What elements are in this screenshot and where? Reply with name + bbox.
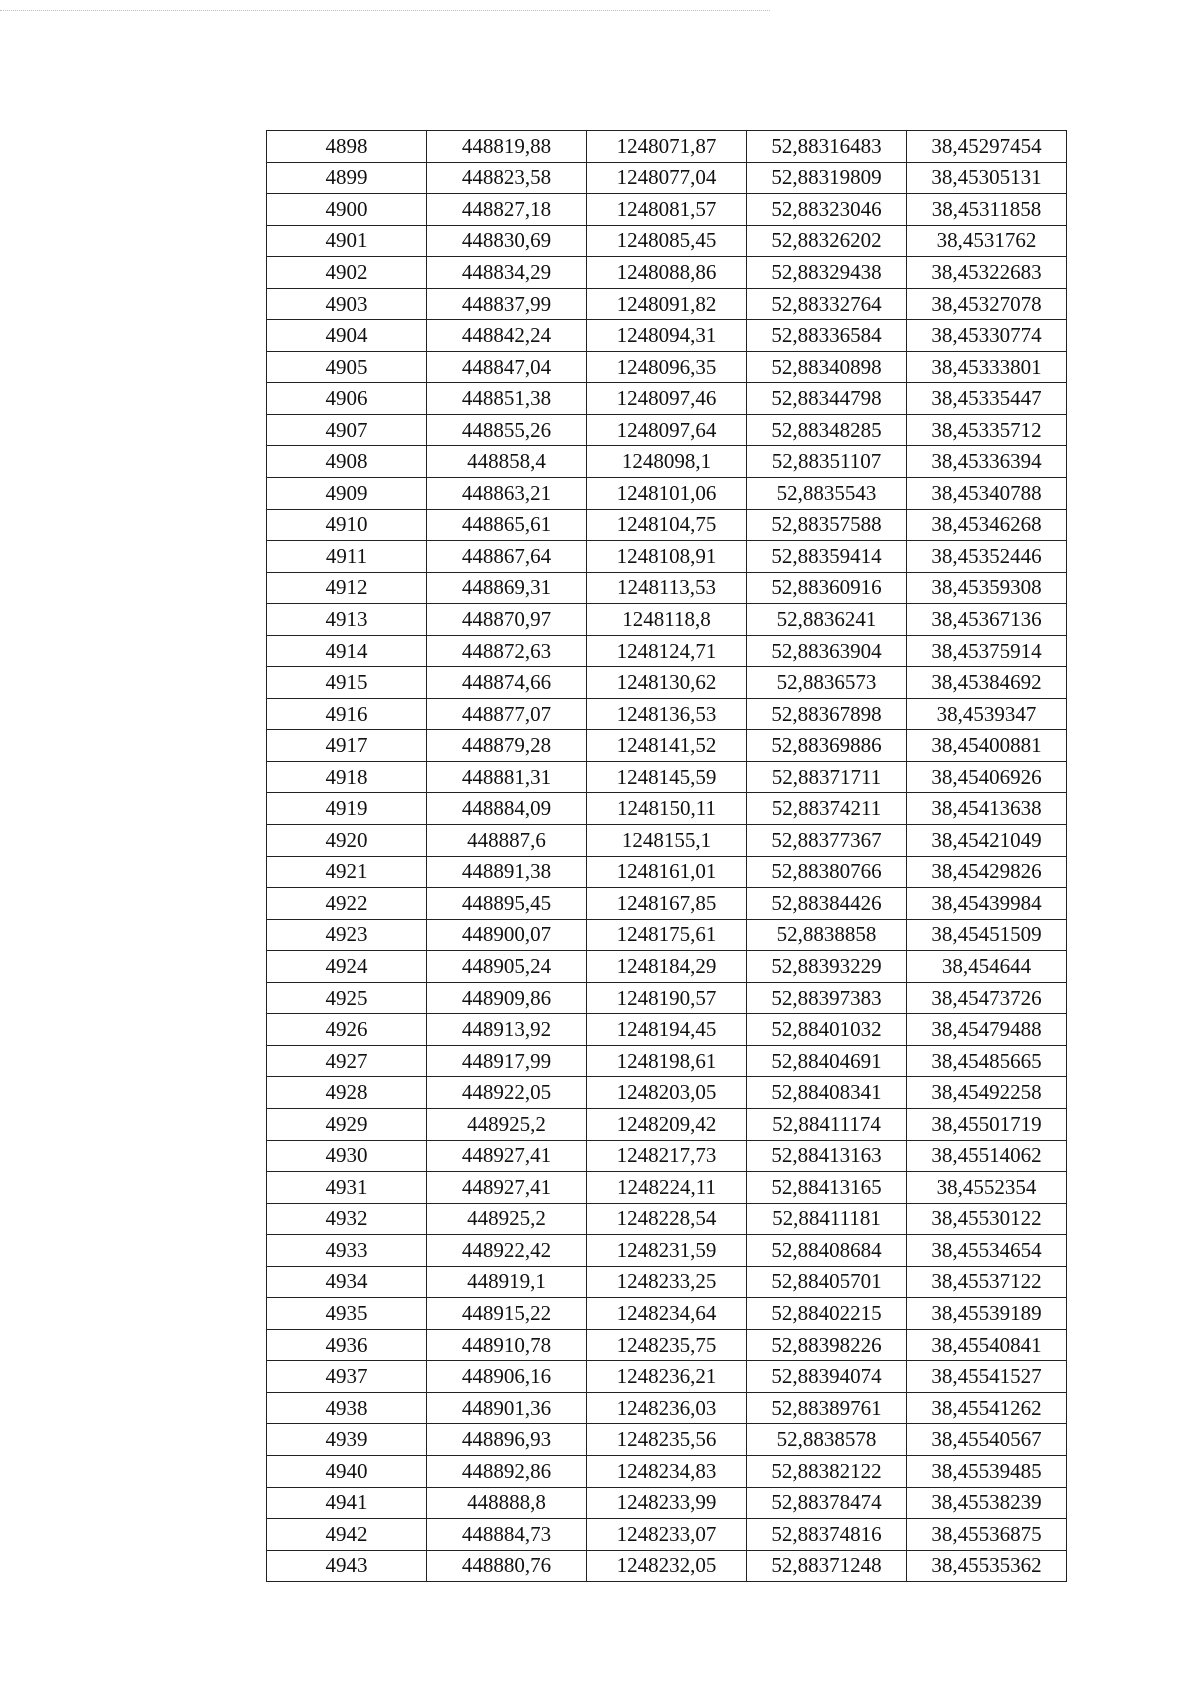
x-coordinate-cell: 448847,04 <box>427 351 587 383</box>
table-row <box>267 1424 1067 1456</box>
x-coordinate-cell: 448834,29 <box>427 257 587 289</box>
y-coordinate-cell: 1248231,59 <box>587 1235 747 1267</box>
point-number-cell: 4925 <box>267 982 427 1014</box>
point-number-cell: 4938 <box>267 1392 427 1424</box>
x-coordinate-cell: 448909,86 <box>427 982 587 1014</box>
longitude-cell: 38,45540567 <box>907 1424 1067 1456</box>
latitude-cell: 52,88413165 <box>747 1172 907 1204</box>
point-number-cell: 4939 <box>267 1424 427 1456</box>
latitude-cell: 52,88405701 <box>747 1266 907 1298</box>
point-number-cell: 4922 <box>267 888 427 920</box>
y-coordinate-cell: 1248234,83 <box>587 1455 747 1487</box>
latitude-cell: 52,88411181 <box>747 1203 907 1235</box>
y-coordinate-cell: 1248233,07 <box>587 1519 747 1551</box>
longitude-cell: 38,45536875 <box>907 1519 1067 1551</box>
table-row <box>267 288 1067 320</box>
x-coordinate-cell: 448884,73 <box>427 1519 587 1551</box>
longitude-cell: 38,45406926 <box>907 761 1067 793</box>
table-row <box>267 919 1067 951</box>
longitude-cell: 38,45413638 <box>907 793 1067 825</box>
table-row <box>267 951 1067 983</box>
point-number-cell: 4899 <box>267 162 427 194</box>
latitude-cell: 52,88367898 <box>747 698 907 730</box>
x-coordinate-cell: 448925,2 <box>427 1203 587 1235</box>
table-row <box>267 541 1067 573</box>
latitude-cell: 52,88398226 <box>747 1329 907 1361</box>
y-coordinate-cell: 1248233,25 <box>587 1266 747 1298</box>
x-coordinate-cell: 448874,66 <box>427 667 587 699</box>
table-row <box>267 667 1067 699</box>
x-coordinate-cell: 448925,2 <box>427 1108 587 1140</box>
latitude-cell: 52,88360916 <box>747 572 907 604</box>
longitude-cell: 38,45352446 <box>907 541 1067 573</box>
latitude-cell: 52,88340898 <box>747 351 907 383</box>
longitude-cell: 38,45384692 <box>907 667 1067 699</box>
y-coordinate-cell: 1248236,21 <box>587 1361 747 1393</box>
longitude-cell: 38,45439984 <box>907 888 1067 920</box>
longitude-cell: 38,45485665 <box>907 1045 1067 1077</box>
longitude-cell: 38,454644 <box>907 951 1067 983</box>
x-coordinate-cell: 448842,24 <box>427 320 587 352</box>
y-coordinate-cell: 1248167,85 <box>587 888 747 920</box>
table-row <box>267 793 1067 825</box>
point-number-cell: 4900 <box>267 194 427 226</box>
longitude-cell: 38,45473726 <box>907 982 1067 1014</box>
point-number-cell: 4941 <box>267 1487 427 1519</box>
longitude-cell: 38,45421049 <box>907 825 1067 857</box>
longitude-cell: 38,45534654 <box>907 1235 1067 1267</box>
latitude-cell: 52,88377367 <box>747 825 907 857</box>
y-coordinate-cell: 1248150,11 <box>587 793 747 825</box>
latitude-cell: 52,8838858 <box>747 919 907 951</box>
y-coordinate-cell: 1248096,35 <box>587 351 747 383</box>
table-row <box>267 1550 1067 1582</box>
x-coordinate-cell: 448827,18 <box>427 194 587 226</box>
latitude-cell: 52,88319809 <box>747 162 907 194</box>
table-row <box>267 320 1067 352</box>
x-coordinate-cell: 448887,6 <box>427 825 587 857</box>
point-number-cell: 4901 <box>267 225 427 257</box>
x-coordinate-cell: 448837,99 <box>427 288 587 320</box>
table-row <box>267 888 1067 920</box>
point-number-cell: 4914 <box>267 635 427 667</box>
point-number-cell: 4919 <box>267 793 427 825</box>
longitude-cell: 38,4552354 <box>907 1172 1067 1204</box>
y-coordinate-cell: 1248113,53 <box>587 572 747 604</box>
point-number-cell: 4928 <box>267 1077 427 1109</box>
y-coordinate-cell: 1248203,05 <box>587 1077 747 1109</box>
table-row <box>267 604 1067 636</box>
table-row <box>267 1172 1067 1204</box>
longitude-cell: 38,45336394 <box>907 446 1067 478</box>
latitude-cell: 52,88323046 <box>747 194 907 226</box>
table-row <box>267 856 1067 888</box>
y-coordinate-cell: 1248124,71 <box>587 635 747 667</box>
latitude-cell: 52,88389761 <box>747 1392 907 1424</box>
table-row <box>267 1455 1067 1487</box>
y-coordinate-cell: 1248235,75 <box>587 1329 747 1361</box>
point-number-cell: 4932 <box>267 1203 427 1235</box>
y-coordinate-cell: 1248145,59 <box>587 761 747 793</box>
latitude-cell: 52,88357588 <box>747 509 907 541</box>
x-coordinate-cell: 448919,1 <box>427 1266 587 1298</box>
longitude-cell: 38,45297454 <box>907 131 1067 163</box>
point-number-cell: 4934 <box>267 1266 427 1298</box>
longitude-cell: 38,45539485 <box>907 1455 1067 1487</box>
table-row <box>267 1519 1067 1551</box>
longitude-cell: 38,45340788 <box>907 478 1067 510</box>
point-number-cell: 4902 <box>267 257 427 289</box>
point-number-cell: 4942 <box>267 1519 427 1551</box>
point-number-cell: 4929 <box>267 1108 427 1140</box>
latitude-cell: 52,88411174 <box>747 1108 907 1140</box>
y-coordinate-cell: 1248233,99 <box>587 1487 747 1519</box>
latitude-cell: 52,88344798 <box>747 383 907 415</box>
longitude-cell: 38,4531762 <box>907 225 1067 257</box>
point-number-cell: 4930 <box>267 1140 427 1172</box>
y-coordinate-cell: 1248236,03 <box>587 1392 747 1424</box>
latitude-cell: 52,88384426 <box>747 888 907 920</box>
y-coordinate-cell: 1248098,1 <box>587 446 747 478</box>
longitude-cell: 38,45541527 <box>907 1361 1067 1393</box>
table-row <box>267 1140 1067 1172</box>
table-row <box>267 1014 1067 1046</box>
table-row <box>267 162 1067 194</box>
y-coordinate-cell: 1248194,45 <box>587 1014 747 1046</box>
latitude-cell: 52,88408341 <box>747 1077 907 1109</box>
latitude-cell: 52,88329438 <box>747 257 907 289</box>
longitude-cell: 38,45501719 <box>907 1108 1067 1140</box>
longitude-cell: 38,45530122 <box>907 1203 1067 1235</box>
point-number-cell: 4898 <box>267 131 427 163</box>
latitude-cell: 52,88348285 <box>747 414 907 446</box>
y-coordinate-cell: 1248190,57 <box>587 982 747 1014</box>
latitude-cell: 52,88371711 <box>747 761 907 793</box>
y-coordinate-cell: 1248217,73 <box>587 1140 747 1172</box>
latitude-cell: 52,88371248 <box>747 1550 907 1582</box>
point-number-cell: 4921 <box>267 856 427 888</box>
longitude-cell: 38,45429826 <box>907 856 1067 888</box>
point-number-cell: 4910 <box>267 509 427 541</box>
latitude-cell: 52,88394074 <box>747 1361 907 1393</box>
y-coordinate-cell: 1248161,01 <box>587 856 747 888</box>
latitude-cell: 52,88382122 <box>747 1455 907 1487</box>
x-coordinate-cell: 448867,64 <box>427 541 587 573</box>
y-coordinate-cell: 1248235,56 <box>587 1424 747 1456</box>
table-row <box>267 383 1067 415</box>
x-coordinate-cell: 448900,07 <box>427 919 587 951</box>
latitude-cell: 52,88378474 <box>747 1487 907 1519</box>
y-coordinate-cell: 1248071,87 <box>587 131 747 163</box>
table-row <box>267 194 1067 226</box>
longitude-cell: 38,45359308 <box>907 572 1067 604</box>
longitude-cell: 38,45335447 <box>907 383 1067 415</box>
longitude-cell: 38,45330774 <box>907 320 1067 352</box>
table-row <box>267 446 1067 478</box>
longitude-cell: 38,45335712 <box>907 414 1067 446</box>
latitude-cell: 52,88413163 <box>747 1140 907 1172</box>
latitude-cell: 52,88374211 <box>747 793 907 825</box>
table-row <box>267 509 1067 541</box>
point-number-cell: 4907 <box>267 414 427 446</box>
latitude-cell: 52,88374816 <box>747 1519 907 1551</box>
y-coordinate-cell: 1248141,52 <box>587 730 747 762</box>
y-coordinate-cell: 1248175,61 <box>587 919 747 951</box>
latitude-cell: 52,88393229 <box>747 951 907 983</box>
scan-edge-line <box>0 10 770 11</box>
y-coordinate-cell: 1248130,62 <box>587 667 747 699</box>
longitude-cell: 38,45514062 <box>907 1140 1067 1172</box>
table-row <box>267 572 1067 604</box>
latitude-cell: 52,8836573 <box>747 667 907 699</box>
table-row <box>267 1045 1067 1077</box>
latitude-cell: 52,88336584 <box>747 320 907 352</box>
table-row <box>267 982 1067 1014</box>
y-coordinate-cell: 1248234,64 <box>587 1298 747 1330</box>
table-row <box>267 1361 1067 1393</box>
longitude-cell: 38,45538239 <box>907 1487 1067 1519</box>
y-coordinate-cell: 1248232,05 <box>587 1550 747 1582</box>
latitude-cell: 52,88397383 <box>747 982 907 1014</box>
longitude-cell: 38,45322683 <box>907 257 1067 289</box>
latitude-cell: 52,88408684 <box>747 1235 907 1267</box>
point-number-cell: 4906 <box>267 383 427 415</box>
point-number-cell: 4936 <box>267 1329 427 1361</box>
point-number-cell: 4926 <box>267 1014 427 1046</box>
point-number-cell: 4909 <box>267 478 427 510</box>
latitude-cell: 52,88351107 <box>747 446 907 478</box>
x-coordinate-cell: 448879,28 <box>427 730 587 762</box>
table-row <box>267 131 1067 163</box>
table-row <box>267 825 1067 857</box>
point-number-cell: 4908 <box>267 446 427 478</box>
longitude-cell: 38,45367136 <box>907 604 1067 636</box>
y-coordinate-cell: 1248118,8 <box>587 604 747 636</box>
x-coordinate-cell: 448915,22 <box>427 1298 587 1330</box>
longitude-cell: 38,45539189 <box>907 1298 1067 1330</box>
longitude-cell: 38,45479488 <box>907 1014 1067 1046</box>
longitude-cell: 38,45327078 <box>907 288 1067 320</box>
x-coordinate-cell: 448906,16 <box>427 1361 587 1393</box>
longitude-cell: 38,45333801 <box>907 351 1067 383</box>
latitude-cell: 52,8836241 <box>747 604 907 636</box>
y-coordinate-cell: 1248224,11 <box>587 1172 747 1204</box>
y-coordinate-cell: 1248097,64 <box>587 414 747 446</box>
latitude-cell: 52,88402215 <box>747 1298 907 1330</box>
point-number-cell: 4905 <box>267 351 427 383</box>
latitude-cell: 52,8838578 <box>747 1424 907 1456</box>
table-row <box>267 635 1067 667</box>
y-coordinate-cell: 1248136,53 <box>587 698 747 730</box>
latitude-cell: 52,88380766 <box>747 856 907 888</box>
point-number-cell: 4912 <box>267 572 427 604</box>
table-row <box>267 698 1067 730</box>
point-number-cell: 4920 <box>267 825 427 857</box>
table-row <box>267 1298 1067 1330</box>
longitude-cell: 38,45375914 <box>907 635 1067 667</box>
table-row <box>267 225 1067 257</box>
longitude-cell: 38,45535362 <box>907 1550 1067 1582</box>
table-row <box>267 1235 1067 1267</box>
table-row <box>267 1203 1067 1235</box>
coordinates-table-body <box>267 131 1067 1582</box>
x-coordinate-cell: 448888,8 <box>427 1487 587 1519</box>
x-coordinate-cell: 448858,4 <box>427 446 587 478</box>
point-number-cell: 4924 <box>267 951 427 983</box>
table-row <box>267 730 1067 762</box>
latitude-cell: 52,88332764 <box>747 288 907 320</box>
x-coordinate-cell: 448905,24 <box>427 951 587 983</box>
x-coordinate-cell: 448917,99 <box>427 1045 587 1077</box>
point-number-cell: 4918 <box>267 761 427 793</box>
y-coordinate-cell: 1248104,75 <box>587 509 747 541</box>
longitude-cell: 38,45537122 <box>907 1266 1067 1298</box>
x-coordinate-cell: 448855,26 <box>427 414 587 446</box>
table-row <box>267 1266 1067 1298</box>
x-coordinate-cell: 448881,31 <box>427 761 587 793</box>
coordinates-table <box>266 130 1067 1582</box>
y-coordinate-cell: 1248155,1 <box>587 825 747 857</box>
point-number-cell: 4923 <box>267 919 427 951</box>
y-coordinate-cell: 1248085,45 <box>587 225 747 257</box>
point-number-cell: 4937 <box>267 1361 427 1393</box>
longitude-cell: 38,45400881 <box>907 730 1067 762</box>
x-coordinate-cell: 448869,31 <box>427 572 587 604</box>
x-coordinate-cell: 448830,69 <box>427 225 587 257</box>
x-coordinate-cell: 448865,61 <box>427 509 587 541</box>
table-row <box>267 257 1067 289</box>
point-number-cell: 4943 <box>267 1550 427 1582</box>
longitude-cell: 38,45305131 <box>907 162 1067 194</box>
point-number-cell: 4933 <box>267 1235 427 1267</box>
x-coordinate-cell: 448922,05 <box>427 1077 587 1109</box>
table-row <box>267 1077 1067 1109</box>
x-coordinate-cell: 448927,41 <box>427 1172 587 1204</box>
table-row <box>267 761 1067 793</box>
x-coordinate-cell: 448851,38 <box>427 383 587 415</box>
point-number-cell: 4917 <box>267 730 427 762</box>
table-row <box>267 478 1067 510</box>
point-number-cell: 4904 <box>267 320 427 352</box>
table-row <box>267 351 1067 383</box>
point-number-cell: 4931 <box>267 1172 427 1204</box>
x-coordinate-cell: 448880,76 <box>427 1550 587 1582</box>
x-coordinate-cell: 448901,36 <box>427 1392 587 1424</box>
longitude-cell: 38,45540841 <box>907 1329 1067 1361</box>
table-row <box>267 1487 1067 1519</box>
x-coordinate-cell: 448823,58 <box>427 162 587 194</box>
y-coordinate-cell: 1248077,04 <box>587 162 747 194</box>
y-coordinate-cell: 1248184,29 <box>587 951 747 983</box>
x-coordinate-cell: 448913,92 <box>427 1014 587 1046</box>
y-coordinate-cell: 1248198,61 <box>587 1045 747 1077</box>
y-coordinate-cell: 1248094,31 <box>587 320 747 352</box>
x-coordinate-cell: 448884,09 <box>427 793 587 825</box>
y-coordinate-cell: 1248108,91 <box>587 541 747 573</box>
y-coordinate-cell: 1248091,82 <box>587 288 747 320</box>
x-coordinate-cell: 448892,86 <box>427 1455 587 1487</box>
x-coordinate-cell: 448927,41 <box>427 1140 587 1172</box>
latitude-cell: 52,88316483 <box>747 131 907 163</box>
x-coordinate-cell: 448896,93 <box>427 1424 587 1456</box>
x-coordinate-cell: 448910,78 <box>427 1329 587 1361</box>
x-coordinate-cell: 448863,21 <box>427 478 587 510</box>
x-coordinate-cell: 448870,97 <box>427 604 587 636</box>
point-number-cell: 4940 <box>267 1455 427 1487</box>
latitude-cell: 52,88359414 <box>747 541 907 573</box>
point-number-cell: 4903 <box>267 288 427 320</box>
x-coordinate-cell: 448872,63 <box>427 635 587 667</box>
latitude-cell: 52,88404691 <box>747 1045 907 1077</box>
x-coordinate-cell: 448922,42 <box>427 1235 587 1267</box>
x-coordinate-cell: 448819,88 <box>427 131 587 163</box>
x-coordinate-cell: 448877,07 <box>427 698 587 730</box>
point-number-cell: 4911 <box>267 541 427 573</box>
longitude-cell: 38,45492258 <box>907 1077 1067 1109</box>
table-row <box>267 1392 1067 1424</box>
longitude-cell: 38,45451509 <box>907 919 1067 951</box>
point-number-cell: 4913 <box>267 604 427 636</box>
y-coordinate-cell: 1248209,42 <box>587 1108 747 1140</box>
y-coordinate-cell: 1248101,06 <box>587 478 747 510</box>
latitude-cell: 52,8835543 <box>747 478 907 510</box>
longitude-cell: 38,45346268 <box>907 509 1067 541</box>
table-row <box>267 414 1067 446</box>
x-coordinate-cell: 448891,38 <box>427 856 587 888</box>
latitude-cell: 52,88401032 <box>747 1014 907 1046</box>
latitude-cell: 52,88369886 <box>747 730 907 762</box>
latitude-cell: 52,88363904 <box>747 635 907 667</box>
point-number-cell: 4935 <box>267 1298 427 1330</box>
y-coordinate-cell: 1248081,57 <box>587 194 747 226</box>
y-coordinate-cell: 1248097,46 <box>587 383 747 415</box>
longitude-cell: 38,4539347 <box>907 698 1067 730</box>
table-row <box>267 1329 1067 1361</box>
point-number-cell: 4916 <box>267 698 427 730</box>
y-coordinate-cell: 1248228,54 <box>587 1203 747 1235</box>
table-row <box>267 1108 1067 1140</box>
y-coordinate-cell: 1248088,86 <box>587 257 747 289</box>
longitude-cell: 38,45541262 <box>907 1392 1067 1424</box>
point-number-cell: 4915 <box>267 667 427 699</box>
latitude-cell: 52,88326202 <box>747 225 907 257</box>
point-number-cell: 4927 <box>267 1045 427 1077</box>
longitude-cell: 38,45311858 <box>907 194 1067 226</box>
x-coordinate-cell: 448895,45 <box>427 888 587 920</box>
